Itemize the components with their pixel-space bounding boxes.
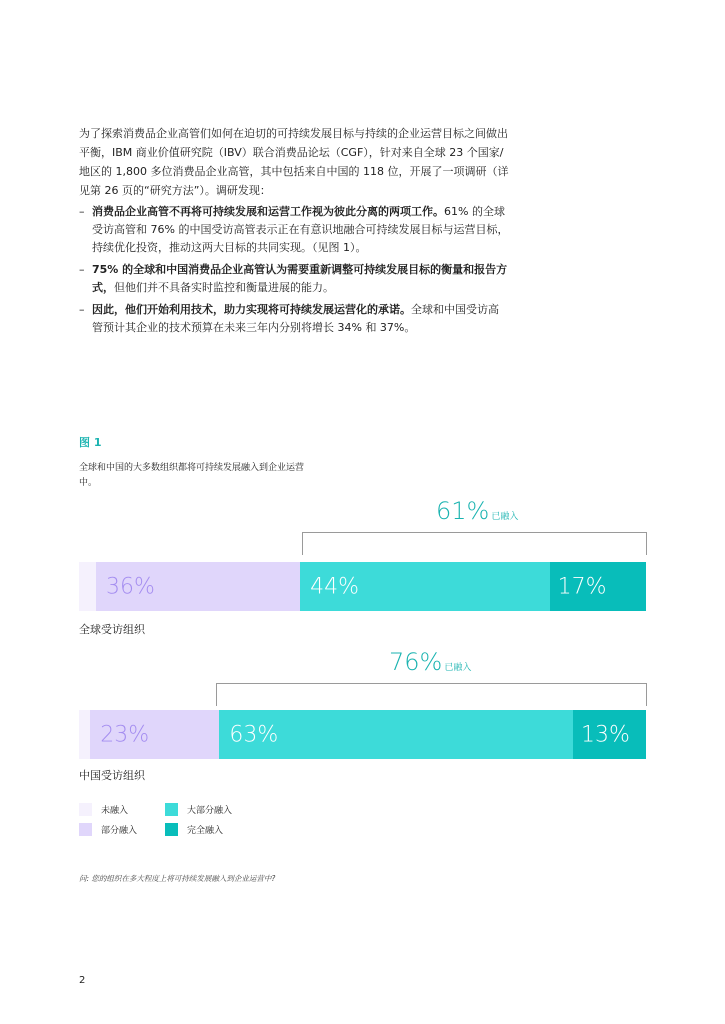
- china-most-value: 63%: [229, 722, 279, 747]
- survey-question: 问: 您的组织在多大程度上将可持续发展融入到企业运营中?: [79, 874, 276, 883]
- china-integrated-suffix: 已融入: [444, 663, 472, 673]
- china-full-value: 13%: [581, 722, 630, 747]
- global-most-value: 44%: [310, 574, 360, 599]
- global-integrated-bracket: [302, 532, 647, 555]
- legend-item-partially-integrated: [79, 823, 137, 836]
- global-integrated-pct: 61%: [436, 497, 490, 525]
- legend-item-mostly-integrated: [165, 803, 232, 816]
- page-number: 2: [79, 975, 86, 986]
- finding-item: [79, 301, 509, 337]
- global-stacked-bar: [79, 562, 646, 611]
- china-integrated-pct: 76%: [389, 648, 443, 676]
- legend-label: 部分融入: [101, 826, 138, 836]
- china-integrated-bracket: [216, 683, 647, 706]
- china-bar-not-integrated: [79, 710, 90, 759]
- finding-text: 但他们并不具备实时监控和衡量进展的能力。: [114, 281, 334, 294]
- global-full-value: 17%: [557, 574, 607, 599]
- china-group-label: 中国受访组织: [79, 769, 145, 782]
- legend-label: 未融入: [101, 806, 129, 816]
- finding-bold: 因此，他们开始利用技术，助力实现将可持续发展运营化的承诺。: [92, 303, 411, 316]
- legend-swatch-mostly-integrated: [165, 803, 178, 816]
- bullet-dash: –: [79, 263, 85, 276]
- china-integrated-label: [389, 648, 471, 676]
- finding-bold: 消费品企业高管不再将可持续发展和运营工作视为彼此分离的两项工作。: [92, 205, 444, 218]
- legend-swatch-fully-integrated: [165, 823, 178, 836]
- china-partial-value: 23%: [100, 722, 150, 747]
- legend-swatch-partially-integrated: [79, 823, 92, 836]
- global-bar-fully-integrated: [550, 562, 646, 611]
- global-bar-not-integrated: [79, 562, 96, 611]
- finding-text: 全球和中国受访高管预计其企业的技术预算在未来三年内分别将增长 34% 和 37%。: [92, 303, 499, 334]
- china-bar-fully-integrated: [573, 710, 646, 759]
- bullet-dash: –: [79, 205, 85, 218]
- china-bar-partially-integrated: [90, 710, 219, 759]
- legend-item-not-integrated: [79, 803, 128, 816]
- finding-bold: 75% 的全球和中国消费品企业高管认为需要重新调整可持续发展目标的衡量和报告方式，: [92, 263, 508, 294]
- global-integrated-label: [436, 497, 518, 525]
- global-integrated-suffix: 已融入: [491, 512, 519, 522]
- figure-title: 图 1: [79, 436, 102, 449]
- findings-list: [79, 203, 509, 341]
- finding-text: 61% 的全球受访高管和 76% 的中国受访高管表示正在有意识地融合可持续发展目标与运营目标，持续优化投资，推动这两大目标的共同实现。（见图 1）。: [92, 205, 509, 254]
- legend-swatch-not-integrated: [79, 803, 92, 816]
- global-group-label: 全球受访组织: [79, 623, 145, 636]
- global-bar-partially-integrated: [96, 562, 300, 611]
- bullet-dash: –: [79, 303, 85, 316]
- legend-label: 大部分融入: [187, 806, 233, 816]
- china-stacked-bar: [79, 710, 646, 759]
- china-bar-mostly-integrated: [219, 710, 573, 759]
- figure-caption: 全球和中国的大多数组织都将可持续发展融入到企业运营中。: [79, 463, 305, 488]
- global-bar-mostly-integrated: [300, 562, 549, 611]
- legend-item-fully-integrated: [165, 823, 223, 836]
- intro-paragraph: 为了探索消费品企业高管们如何在迫切的可持续发展目标与持续的企业运营目标之间做出平衡，IBM 商业价值研究院（IBV）联合消费品论坛（CGF），针对来自全球 23 个国家/地区的 1,800 多位消费品企业高管，其中包括来自中国的 118 位，开展了一项调研（详见第 26 页的“研究方法”）。调研发现：: [79, 127, 509, 197]
- legend-label: 完全融入: [187, 826, 224, 836]
- finding-item: [79, 203, 509, 257]
- global-partial-value: 36%: [106, 574, 155, 599]
- finding-item: [79, 261, 509, 297]
